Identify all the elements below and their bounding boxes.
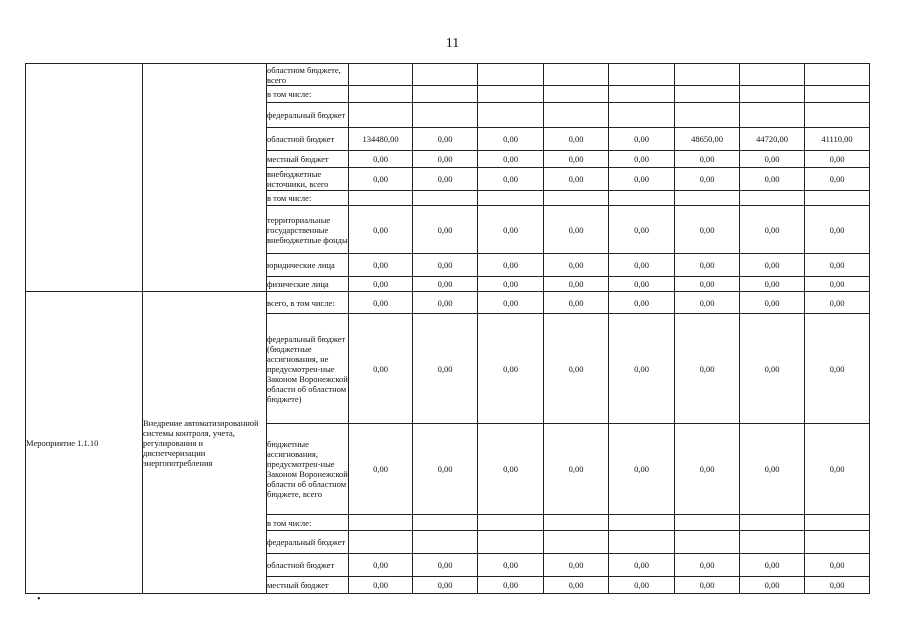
value-cell: 0,00 [413, 151, 478, 168]
value-cell [478, 64, 544, 86]
value-cell [805, 531, 870, 554]
value-cell: 0,00 [544, 314, 609, 424]
value-cell: 0,00 [413, 554, 478, 577]
funding-source-cell: местный бюджет [267, 151, 349, 168]
value-cell [740, 64, 805, 86]
value-cell [544, 86, 609, 103]
value-cell [675, 86, 740, 103]
funding-source-cell: в том числе: [267, 191, 349, 206]
value-cell: 0,00 [478, 168, 544, 191]
value-cell: 0,00 [609, 168, 675, 191]
value-cell: 44720,00 [740, 128, 805, 151]
value-cell: 0,00 [478, 254, 544, 277]
value-cell: 0,00 [413, 168, 478, 191]
value-cell: 0,00 [478, 292, 544, 314]
value-cell [413, 64, 478, 86]
value-cell [675, 191, 740, 206]
funding-source-cell: местный бюджет [267, 577, 349, 594]
value-cell: 0,00 [675, 277, 740, 292]
value-cell: 0,00 [740, 577, 805, 594]
value-cell [544, 103, 609, 128]
value-cell: 0,00 [805, 151, 870, 168]
funding-source-cell: всего, в том числе: [267, 292, 349, 314]
value-cell: 0,00 [609, 206, 675, 254]
value-cell: 0,00 [805, 577, 870, 594]
table-row [26, 292, 870, 314]
description-cell: Внедрение автоматизированной системы контроля, учета, регулирования и диспетчеризации энергопотребления [143, 292, 267, 594]
value-cell: 0,00 [740, 277, 805, 292]
value-cell [609, 86, 675, 103]
value-cell: 0,00 [675, 254, 740, 277]
value-cell: 0,00 [805, 314, 870, 424]
funding-source-cell: юридические лица [267, 254, 349, 277]
value-cell [413, 531, 478, 554]
value-cell: 0,00 [544, 577, 609, 594]
value-cell [413, 515, 478, 531]
value-cell [349, 531, 413, 554]
value-cell [349, 103, 413, 128]
value-cell: 48650,00 [675, 128, 740, 151]
value-cell: 0,00 [349, 168, 413, 191]
value-cell: 0,00 [740, 254, 805, 277]
value-cell: 0,00 [609, 424, 675, 515]
value-cell: 0,00 [478, 314, 544, 424]
value-cell: 0,00 [413, 277, 478, 292]
value-cell [478, 515, 544, 531]
value-cell: 0,00 [349, 554, 413, 577]
value-cell: 0,00 [740, 168, 805, 191]
value-cell [544, 64, 609, 86]
value-cell: 0,00 [544, 554, 609, 577]
value-cell: 0,00 [609, 292, 675, 314]
description-cell [143, 64, 267, 292]
value-cell: 0,00 [544, 254, 609, 277]
value-cell: 0,00 [413, 292, 478, 314]
value-cell [675, 64, 740, 86]
value-cell [413, 86, 478, 103]
funding-source-cell: федеральный бюджет (бюджетные ассигнования, не предусмотрен-ные Законом Воронежской области об областном бюджете) [267, 314, 349, 424]
table-row [26, 64, 870, 86]
value-cell: 0,00 [675, 554, 740, 577]
value-cell [544, 191, 609, 206]
value-cell [544, 515, 609, 531]
value-cell [805, 64, 870, 86]
value-cell: 0,00 [544, 151, 609, 168]
value-cell: 0,00 [740, 206, 805, 254]
value-cell [805, 515, 870, 531]
value-cell: 0,00 [805, 424, 870, 515]
value-cell [609, 191, 675, 206]
value-cell: 0,00 [413, 577, 478, 594]
value-cell [609, 64, 675, 86]
funding-source-cell: территориальные государственные внебюджетные фонды [267, 206, 349, 254]
value-cell [349, 86, 413, 103]
margin-dot: • [37, 594, 41, 605]
funding-source-cell: в том числе: [267, 86, 349, 103]
value-cell: 0,00 [478, 554, 544, 577]
value-cell: 0,00 [740, 554, 805, 577]
value-cell [675, 515, 740, 531]
funding-source-cell: федеральный бюджет [267, 103, 349, 128]
value-cell: 0,00 [675, 314, 740, 424]
value-cell: 0,00 [740, 314, 805, 424]
value-cell [609, 103, 675, 128]
funding-source-cell: федеральный бюджет [267, 531, 349, 554]
value-cell: 0,00 [805, 254, 870, 277]
value-cell: 0,00 [413, 254, 478, 277]
value-cell [413, 191, 478, 206]
value-cell: 0,00 [805, 168, 870, 191]
value-cell [478, 86, 544, 103]
value-cell: 0,00 [805, 277, 870, 292]
value-cell: 0,00 [805, 554, 870, 577]
value-cell: 0,00 [544, 128, 609, 151]
value-cell: 134480,00 [349, 128, 413, 151]
value-cell: 0,00 [740, 292, 805, 314]
value-cell [478, 103, 544, 128]
value-cell [609, 531, 675, 554]
value-cell [805, 86, 870, 103]
value-cell: 0,00 [413, 314, 478, 424]
value-cell: 0,00 [413, 424, 478, 515]
funding-source-cell: областной бюджет [267, 128, 349, 151]
value-cell [675, 103, 740, 128]
value-cell [805, 103, 870, 128]
value-cell: 0,00 [349, 424, 413, 515]
value-cell: 0,00 [478, 206, 544, 254]
value-cell: 0,00 [805, 206, 870, 254]
value-cell: 0,00 [478, 151, 544, 168]
value-cell [349, 64, 413, 86]
funding-source-cell: областной бюджет [267, 554, 349, 577]
value-cell: 0,00 [609, 254, 675, 277]
value-cell [413, 103, 478, 128]
value-cell: 0,00 [413, 128, 478, 151]
value-cell [544, 531, 609, 554]
value-cell: 0,00 [478, 577, 544, 594]
value-cell: 0,00 [675, 151, 740, 168]
value-cell: 0,00 [740, 424, 805, 515]
value-cell: 0,00 [609, 151, 675, 168]
value-cell: 0,00 [675, 292, 740, 314]
value-cell: 0,00 [349, 577, 413, 594]
value-cell: 0,00 [544, 168, 609, 191]
value-cell: 0,00 [544, 277, 609, 292]
value-cell [675, 531, 740, 554]
event-cell: Мероприятие 1.1.10 [26, 292, 143, 594]
funding-source-cell: в том числе: [267, 515, 349, 531]
funding-source-cell: физические лица [267, 277, 349, 292]
value-cell: 0,00 [478, 424, 544, 515]
value-cell: 0,00 [609, 314, 675, 424]
event-cell [26, 64, 143, 292]
value-cell [478, 531, 544, 554]
value-cell [740, 191, 805, 206]
value-cell: 0,00 [413, 206, 478, 254]
value-cell [740, 515, 805, 531]
value-cell [740, 103, 805, 128]
value-cell: 0,00 [349, 151, 413, 168]
value-cell: 41110,00 [805, 128, 870, 151]
value-cell: 0,00 [544, 424, 609, 515]
value-cell: 0,00 [609, 577, 675, 594]
value-cell: 0,00 [349, 254, 413, 277]
value-cell: 0,00 [740, 151, 805, 168]
value-cell [740, 531, 805, 554]
value-cell: 0,00 [675, 424, 740, 515]
budget-table [25, 63, 870, 594]
value-cell: 0,00 [609, 554, 675, 577]
value-cell: 0,00 [349, 277, 413, 292]
value-cell: 0,00 [544, 206, 609, 254]
value-cell: 0,00 [349, 292, 413, 314]
value-cell: 0,00 [805, 292, 870, 314]
value-cell: 0,00 [609, 277, 675, 292]
value-cell [349, 515, 413, 531]
value-cell: 0,00 [478, 277, 544, 292]
value-cell [478, 191, 544, 206]
funding-source-cell: областном бюджете, всего [267, 64, 349, 86]
value-cell: 0,00 [675, 577, 740, 594]
value-cell: 0,00 [675, 168, 740, 191]
value-cell: 0,00 [349, 206, 413, 254]
funding-source-cell: внебюджетные источники, всего [267, 168, 349, 191]
funding-source-cell: бюджетные ассигнования, предусмотрен-ные Законом Воронежской области об областном бюджете, всего [267, 424, 349, 515]
page-number: 11 [445, 36, 460, 51]
value-cell [349, 191, 413, 206]
value-cell: 0,00 [675, 206, 740, 254]
value-cell [609, 515, 675, 531]
value-cell: 0,00 [609, 128, 675, 151]
value-cell: 0,00 [544, 292, 609, 314]
value-cell: 0,00 [478, 128, 544, 151]
value-cell [805, 191, 870, 206]
value-cell [740, 86, 805, 103]
value-cell: 0,00 [349, 314, 413, 424]
